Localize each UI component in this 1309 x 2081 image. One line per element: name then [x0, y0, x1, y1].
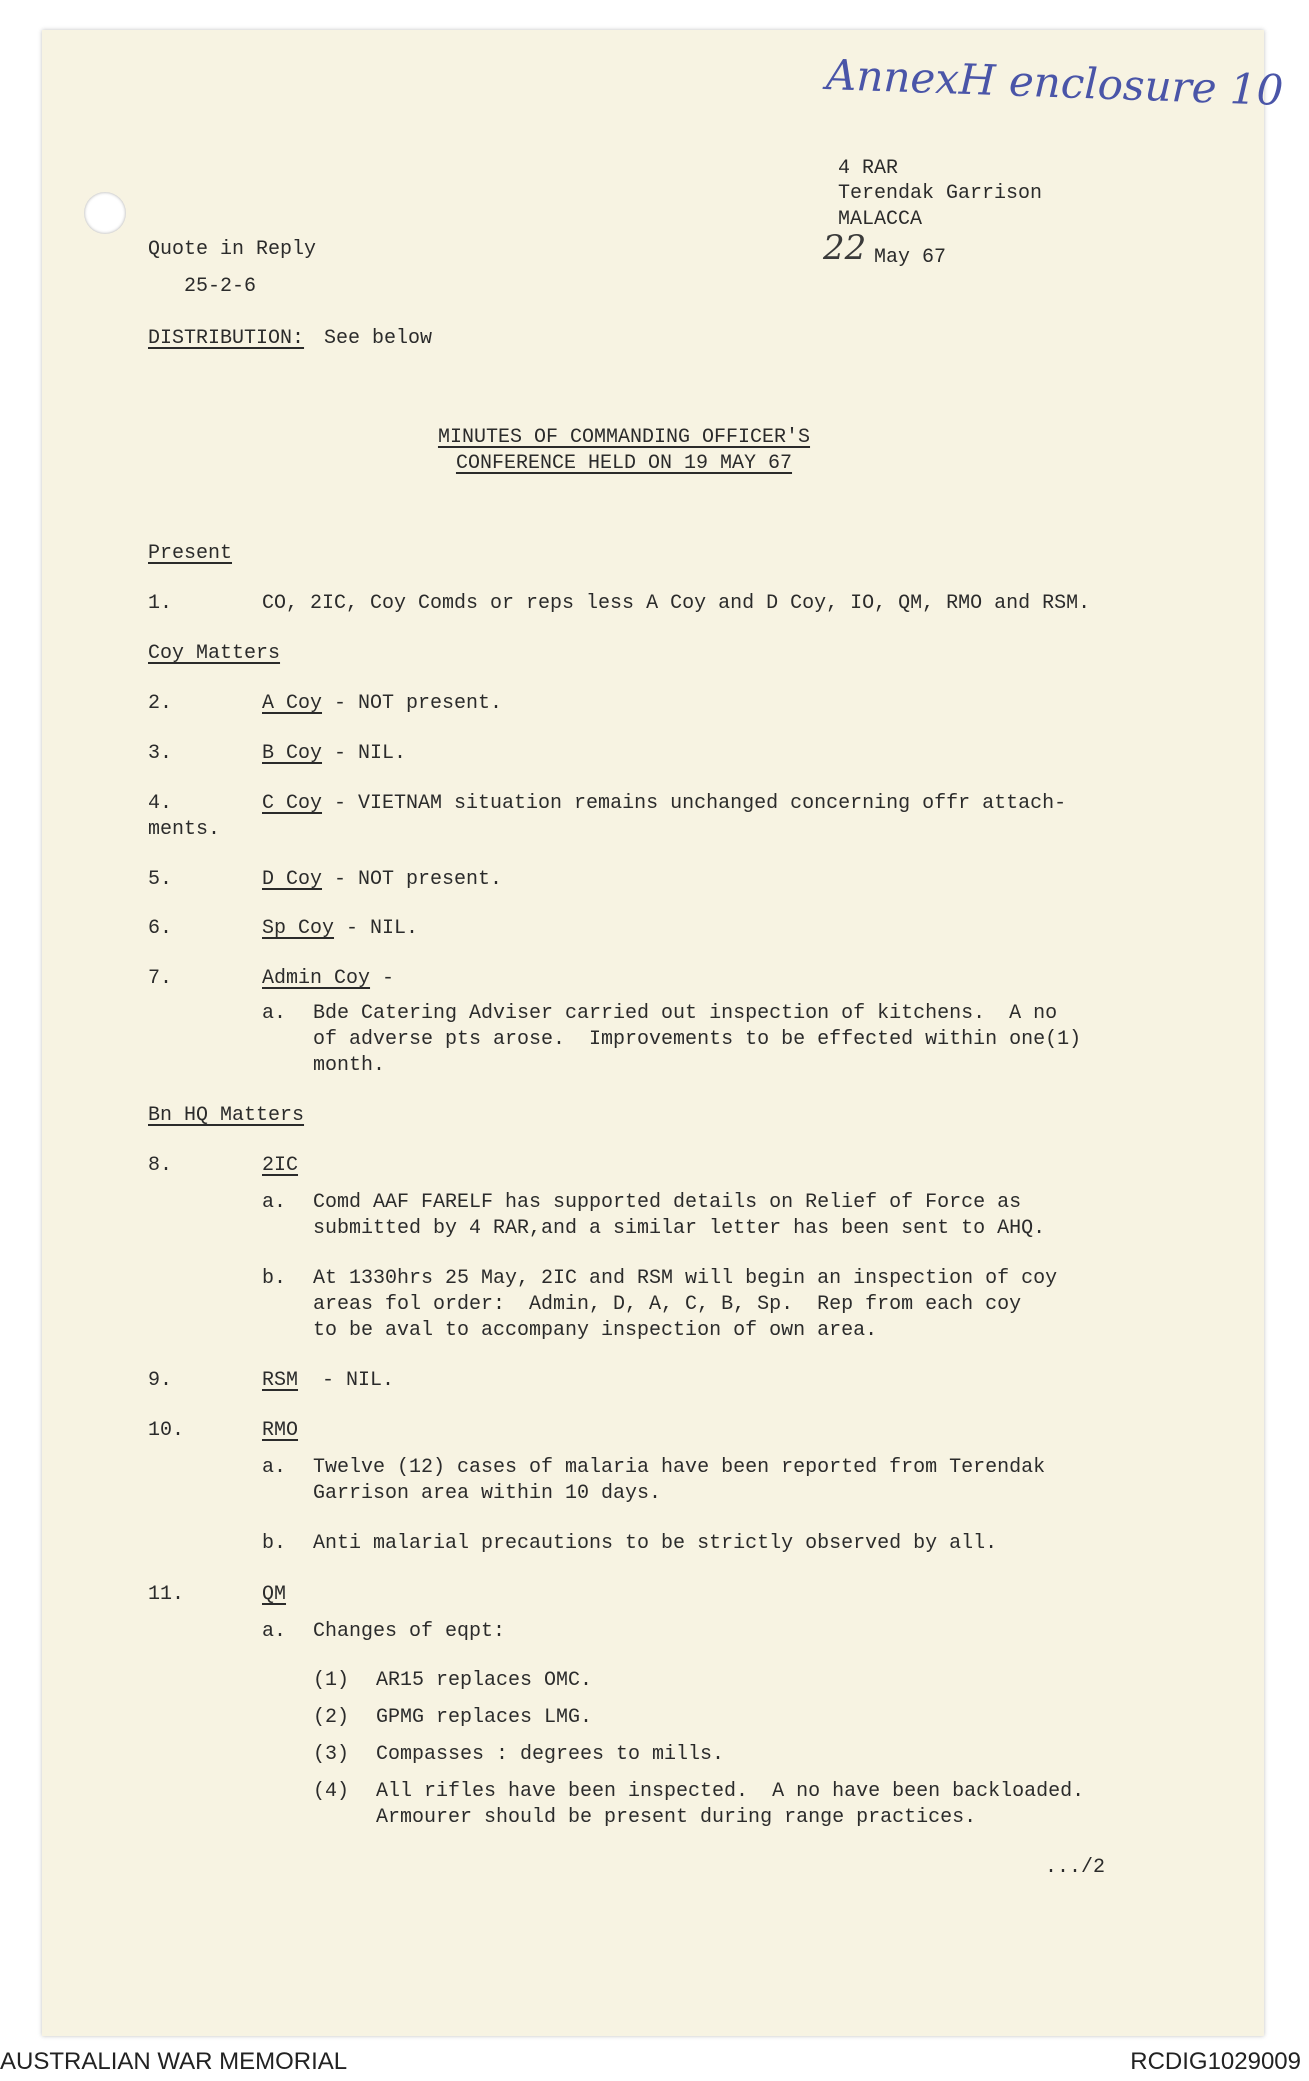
item-label: C Coy — [262, 792, 323, 815]
reference-number: 25-2-6 — [184, 275, 257, 298]
numbered-sub-text: All rifles have been inspected. A no have been backloaded. — [376, 1780, 1085, 1803]
sub-item-mark: b. — [262, 1532, 287, 1555]
numbered-sub-text: AR15 replaces OMC. — [376, 1669, 593, 1692]
list-item — [262, 867, 502, 893]
sub-item-line: Anti malarial precautions to be strictly observed by all. — [313, 1532, 998, 1555]
item-label: A Coy — [262, 692, 323, 715]
item-label: B Coy — [262, 742, 323, 765]
numbered-sub-mark: (1) — [313, 1669, 350, 1692]
item-text-continued: ments. — [148, 818, 221, 841]
sub-item-mark: a. — [262, 1191, 287, 1214]
numbered-sub-mark: (3) — [313, 1743, 350, 1766]
page-continuation: .../2 — [1045, 1856, 1106, 1879]
punch-hole — [84, 192, 126, 234]
sub-item-line: to be aval to accompany inspection of own area. — [313, 1319, 878, 1342]
handwritten-annotation: AnnexH enclosure 10 — [825, 50, 1285, 115]
numbered-sub-mark: (4) — [313, 1780, 350, 1803]
quote-in-reply-label: Quote in Reply — [148, 238, 317, 261]
sub-item-line: Garrison area within 10 days. — [313, 1482, 662, 1505]
footer-record-id: RCDIG1029009 — [1130, 2048, 1301, 2075]
numbered-sub-text: Compasses : degrees to mills. — [376, 1743, 725, 1766]
item-text: - NIL. — [322, 742, 407, 765]
item-label: D Coy — [262, 868, 323, 891]
item-number: 4. — [148, 792, 173, 815]
item-number: 11. — [148, 1583, 185, 1606]
item-label: RSM — [262, 1369, 299, 1392]
sub-item-line: Twelve (12) cases of malaria have been reported from Terendak — [313, 1456, 1046, 1479]
item-number: 7. — [148, 967, 173, 990]
sub-item-line: submitted by 4 RAR,and a similar letter has been sent to AHQ. — [313, 1217, 1046, 1240]
sub-item-line: At 1330hrs 25 May, 2IC and RSM will begin an inspection of coy — [313, 1267, 1058, 1290]
list-item — [262, 1368, 394, 1394]
section-present: Present — [148, 542, 233, 565]
sub-item-mark: b. — [262, 1267, 287, 1290]
item-label: Sp Coy — [262, 917, 335, 940]
sub-item-line: of adverse pts arose. Improvements to be effected within one(1) — [313, 1028, 1082, 1051]
sender-unit: 4 RAR — [838, 157, 899, 180]
list-item — [262, 916, 418, 942]
item-label: Admin Coy — [262, 967, 371, 990]
item-number: 6. — [148, 917, 173, 940]
sub-item-mark: a. — [262, 1456, 287, 1479]
present-text: CO, 2IC, Coy Comds or reps less A Coy and D Coy, IO, QM, RMO and RSM. — [262, 592, 1091, 615]
sub-item-mark: a. — [262, 1002, 287, 1025]
list-item — [262, 791, 1066, 817]
distribution-value: See below — [324, 327, 433, 350]
title-line-2: CONFERENCE HELD ON 19 MAY 67 — [455, 452, 793, 475]
sub-item-line: month. — [313, 1054, 386, 1077]
section-coy-matters: Coy Matters — [148, 642, 281, 665]
item-label: 2IC — [262, 1154, 299, 1177]
section-bn-hq-matters: Bn HQ Matters — [148, 1104, 305, 1127]
item-number: 2. — [148, 692, 173, 715]
item-number: 9. — [148, 1369, 173, 1392]
numbered-sub-text: GPMG replaces LMG. — [376, 1706, 593, 1729]
sender-city: MALACCA — [838, 208, 923, 231]
item-text: - — [370, 967, 395, 990]
sender-location: Terendak Garrison — [838, 182, 1043, 205]
numbered-sub-mark: (2) — [313, 1706, 350, 1729]
item-text: - NOT present. — [322, 868, 503, 891]
sub-item-line: areas fol order: Admin, D, A, C, B, Sp. Rep from each coy — [313, 1293, 1022, 1316]
list-item — [262, 741, 406, 767]
title-line-1: MINUTES OF COMMANDING OFFICER'S — [437, 426, 811, 449]
sub-item-line: Bde Catering Adviser carried out inspection of kitchens. A no — [313, 1002, 1058, 1025]
item-number: 3. — [148, 742, 173, 765]
item-text: - VIETNAM situation remains unchanged concerning offr attach- — [322, 792, 1067, 815]
item-number: 8. — [148, 1154, 173, 1177]
numbered-sub-text-continued: Armourer should be present during range practices. — [376, 1806, 977, 1829]
date-month-year: May 67 — [874, 246, 947, 269]
item-text: - NIL. — [334, 917, 419, 940]
item-number: 5. — [148, 868, 173, 891]
item-label: RMO — [262, 1419, 299, 1442]
item-text: - NOT present. — [322, 692, 503, 715]
item-number: 1. — [148, 592, 173, 615]
sub-item-line: Changes of eqpt: — [313, 1620, 506, 1643]
sub-item-line: Comd AAF FARELF has supported details on Relief of Force as — [313, 1191, 1022, 1214]
item-label: QM — [262, 1583, 287, 1606]
handwritten-date-day: 22 — [823, 228, 867, 268]
item-text: - NIL. — [298, 1369, 395, 1392]
distribution-label: DISTRIBUTION: — [148, 327, 305, 350]
item-number: 10. — [148, 1419, 185, 1442]
list-item — [262, 966, 394, 992]
list-item — [262, 691, 502, 717]
sub-item-mark: a. — [262, 1620, 287, 1643]
footer-source: AUSTRALIAN WAR MEMORIAL — [0, 2048, 348, 2075]
